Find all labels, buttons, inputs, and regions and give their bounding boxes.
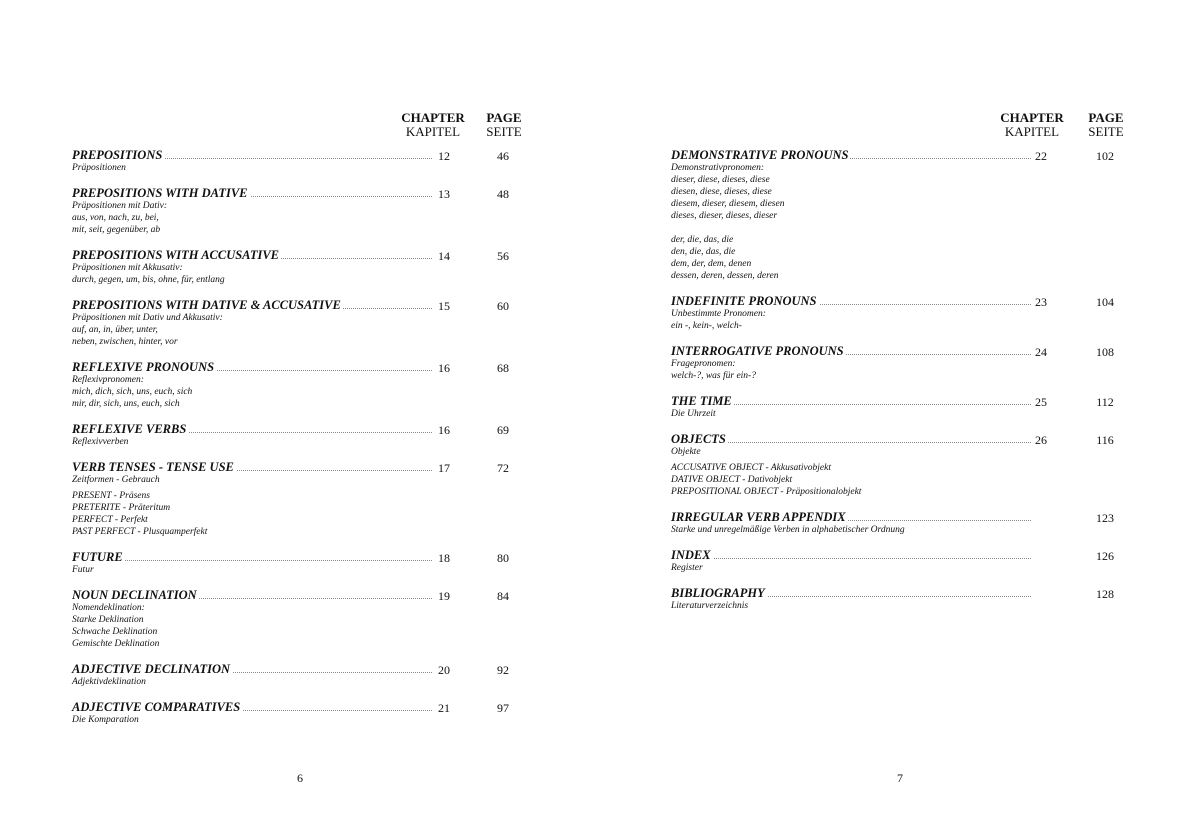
chapter-header [989,111,1075,139]
toc-page-number: 102 [1096,149,1114,163]
toc-chapter-number: 19 [438,589,450,603]
toc-page-number: 60 [497,299,509,313]
toc-entry-subtext: Unbestimmte Pronomen: [671,309,766,319]
toc-entry-subtext: welch-?, was für ein-? [671,371,756,381]
toc-entry-subtext: diesen, diese, dieses, diese [671,187,772,197]
toc-entry-subtext: Register [671,563,703,573]
toc-entry-title[interactable]: PREPOSITIONS WITH DATIVE [72,186,248,200]
toc-entry-title[interactable]: REFLEXIVE VERBS [72,422,187,436]
toc-entry[interactable] [671,548,1141,574]
toc-page-number: 68 [497,361,509,375]
page-header-en: PAGE [486,110,522,125]
toc-entry-subtext: ACCUSATIVE OBJECT - Akkusativobjekt [671,463,831,473]
toc-entry-row [72,700,542,714]
page-header-de: SEITE [486,124,522,139]
toc-chapter-number: 24 [1035,345,1047,359]
toc-entry-subtext: Futur [72,565,94,575]
toc-page-number: 126 [1096,549,1114,563]
toc-entries [72,148,542,738]
toc-entry-subtext: der, die, das, die [671,235,734,245]
toc-entry-title[interactable]: REFLEXIVE PRONOUNS [72,360,215,374]
toc-entry-row [671,344,1141,358]
toc-entry[interactable] [671,394,1141,420]
toc-entry-title[interactable]: FUTURE [72,550,123,564]
toc-entry-subtext: neben, zwischen, hinter, vor [72,337,178,347]
toc-entry-title[interactable]: INDEFINITE PRONOUNS [671,294,817,308]
toc-entry-row [671,294,1141,308]
toc-entry[interactable] [72,360,542,410]
toc-entries [671,148,1141,624]
toc-entry-subtext: Reflexivpronomen: [72,375,144,385]
toc-page-number: 108 [1096,345,1114,359]
toc-entry-title[interactable]: INDEX [671,548,711,562]
page-header-en: PAGE [1088,110,1124,125]
toc-chapter-number: 26 [1035,433,1047,447]
toc-entry-title[interactable]: PREPOSITIONS WITH ACCUSATIVE [72,248,280,262]
toc-page-number: 97 [497,701,509,715]
toc-entry-subtext: Starke Deklination [72,615,144,625]
toc-entry-subtext: Die Komparation [72,715,139,725]
page-header [1080,111,1132,139]
toc-entry-title[interactable]: VERB TENSES - TENSE USE [72,460,234,474]
chapter-header-de: KAPITEL [1004,124,1060,139]
toc-chapter-number: 16 [438,423,450,437]
toc-entry-row [671,548,1141,562]
toc-page-number: 112 [1096,395,1114,409]
toc-entry-row [72,588,542,602]
toc-entry-row [72,550,542,564]
toc-chapter-number: 23 [1035,295,1047,309]
toc-entry-row [671,586,1141,600]
toc-page-number: 80 [497,551,509,565]
toc-entry[interactable] [72,248,542,286]
toc-entry-title[interactable]: THE TIME [671,394,732,408]
toc-entry-subtext: dieser, diese, dieses, diese [671,175,770,185]
toc-chapter-number: 25 [1035,395,1047,409]
toc-entry-subtext: Schwache Deklination [72,627,158,637]
toc-page-number: 72 [497,461,509,475]
toc-page-number: 46 [497,149,509,163]
toc-entry-subtext: Präpositionen [72,163,126,173]
toc-entry-subtext: den, die, das, die [671,247,736,257]
toc-entry-subtext: Präpositionen mit Dativ und Akkusativ: [72,313,223,323]
toc-entry-subtext: Objekte [671,447,701,457]
toc-entry-subtext: Literaturverzeichnis [671,601,749,611]
toc-entry-row [72,248,542,262]
toc-page-number: 56 [497,249,509,263]
toc-entry[interactable] [671,432,1141,498]
toc-chapter-number: 14 [438,249,450,263]
toc-chapter-number: 13 [438,187,450,201]
toc-entry-subtext: Zeitformen - Gebrauch [72,475,160,485]
toc-entry-title[interactable]: NOUN DECLINATION [72,588,197,602]
toc-chapter-number: 21 [438,701,450,715]
toc-entry-subtext: mit, seit, gegenüber, ab [72,225,161,235]
toc-entry[interactable] [671,294,1141,332]
page-header [478,111,530,139]
toc-entry-subtext: Demonstrativpronomen: [671,163,765,173]
toc-entry-subtext: auf, an, in, über, unter, [72,325,158,335]
toc-entry-subtext: durch, gegen, um, bis, ohne, für, entlang [72,275,225,285]
toc-entry-subtext: Nomendeklination: [72,603,145,613]
leader-dots [72,560,432,561]
toc-entry-subtext: Fragepronomen: [671,359,736,369]
toc-entry-title[interactable]: ADJECTIVE DECLINATION [72,662,231,676]
page-number: 7 [897,771,903,785]
toc-entry-row [72,298,542,312]
toc-entry-title[interactable]: BIBLIOGRAPHY [671,586,765,600]
toc-entry-row [671,394,1141,408]
toc-page-number: 48 [497,187,509,201]
toc-entry-row [671,432,1141,446]
toc-chapter-number: 15 [438,299,450,313]
toc-entry-row [72,360,542,374]
toc-entry-row [671,148,1141,162]
toc-entry[interactable] [72,460,542,538]
toc-entry-title[interactable]: INTERROGATIVE PRONOUNS [671,344,844,358]
toc-entry-subtext: aus, von, nach, zu, bei, [72,213,159,223]
toc-entry-subtext: Gemischte Deklination [72,639,160,649]
toc-entry-subtext: DATIVE OBJECT - Dativobjekt [671,475,793,485]
toc-entry-subtext: dem, der, dem, denen [671,259,752,269]
toc-entry-subtext: PAST PERFECT - Plusquamperfekt [72,527,208,537]
right-page [600,0,1200,829]
toc-page-number: 104 [1096,295,1114,309]
toc-entry-title[interactable]: PREPOSITIONS [72,148,163,162]
toc-entry-subtext: Adjektivdeklination [72,677,146,687]
toc-entry-subtext: dieses, dieser, dieses, dieser [671,211,778,221]
toc-entry[interactable] [72,550,542,576]
toc-entry[interactable] [72,148,542,174]
toc-entry[interactable] [72,422,542,448]
toc-entry-title[interactable]: PREPOSITIONS WITH DATIVE & ACCUSATIVE [72,298,341,312]
toc-chapter-number: 16 [438,361,450,375]
toc-page-number: 123 [1096,511,1114,525]
page-number: 6 [297,771,303,785]
toc-entry-row [671,510,1141,524]
toc-entry[interactable] [72,186,542,236]
toc-entry-subtext: dessen, deren, dessen, deren [671,271,779,281]
toc-entry[interactable] [72,298,542,348]
toc-chapter-number: 20 [438,663,450,677]
toc-entry[interactable] [72,700,542,726]
toc-entry[interactable] [671,510,1141,536]
toc-entry-subtext: Präpositionen mit Akkusativ: [72,263,183,273]
toc-chapter-number: 17 [438,461,450,475]
toc-entry-subtext: Starke und unregelmäßige Verben in alphabetischer Ordnung [671,525,905,535]
toc-entry-subtext: PRESENT - Präsens [72,491,150,501]
toc-entry-subtext: Präpositionen mit Dativ: [72,201,167,211]
toc-entry-title[interactable]: IRREGULAR VERB APPENDIX [671,510,846,524]
chapter-header-en: CHAPTER [401,110,465,125]
toc-entry-row [72,186,542,200]
toc-entry[interactable] [671,148,1141,282]
toc-chapter-number: 18 [438,551,450,565]
toc-page-number: 128 [1096,587,1114,601]
toc-entry-title[interactable]: ADJECTIVE COMPARATIVES [72,700,241,714]
page-header-de: SEITE [1088,124,1124,139]
toc-entry-subtext: Die Uhrzeit [671,409,716,419]
toc-entry[interactable] [72,662,542,688]
toc-entry-title[interactable]: DEMONSTRATIVE PRONOUNS [671,148,849,162]
toc-entry[interactable] [671,344,1141,382]
chapter-header [390,111,476,139]
subtext-gap [671,222,1141,234]
toc-entry-row [72,662,542,676]
toc-entry-subtext: PREPOSITIONAL OBJECT - Präpositionalobjekt [671,487,862,497]
chapter-header-en: CHAPTER [1000,110,1064,125]
toc-page-number: 92 [497,663,509,677]
toc-entry-row [72,422,542,436]
toc-page-number: 84 [497,589,509,603]
toc-chapter-number: 22 [1035,149,1047,163]
leader-dots [671,558,1031,559]
toc-entry-subtext: diesem, dieser, diesem, diesen [671,199,785,209]
toc-entry-subtext: PERFECT - Perfekt [72,515,148,525]
toc-entry-subtext: ein -, kein-, welch- [671,321,742,331]
toc-entry-row [72,460,542,474]
toc-entry-title[interactable]: OBJECTS [671,432,726,446]
toc-page-number: 69 [497,423,509,437]
chapter-header-de: KAPITEL [405,124,461,139]
toc-entry-subtext: PRETERITE - Präteritum [72,503,171,513]
toc-entry-subtext: mir, dir, sich, uns, euch, sich [72,399,180,409]
toc-entry-subtext: Reflexivverben [72,437,129,447]
toc-page-number: 116 [1096,433,1114,447]
toc-entry-row [72,148,542,162]
toc-entry[interactable] [72,588,542,650]
toc-entry[interactable] [671,586,1141,612]
toc-entry-subtext: mich, dich, sich, uns, euch, sich [72,387,193,397]
toc-chapter-number: 12 [438,149,450,163]
